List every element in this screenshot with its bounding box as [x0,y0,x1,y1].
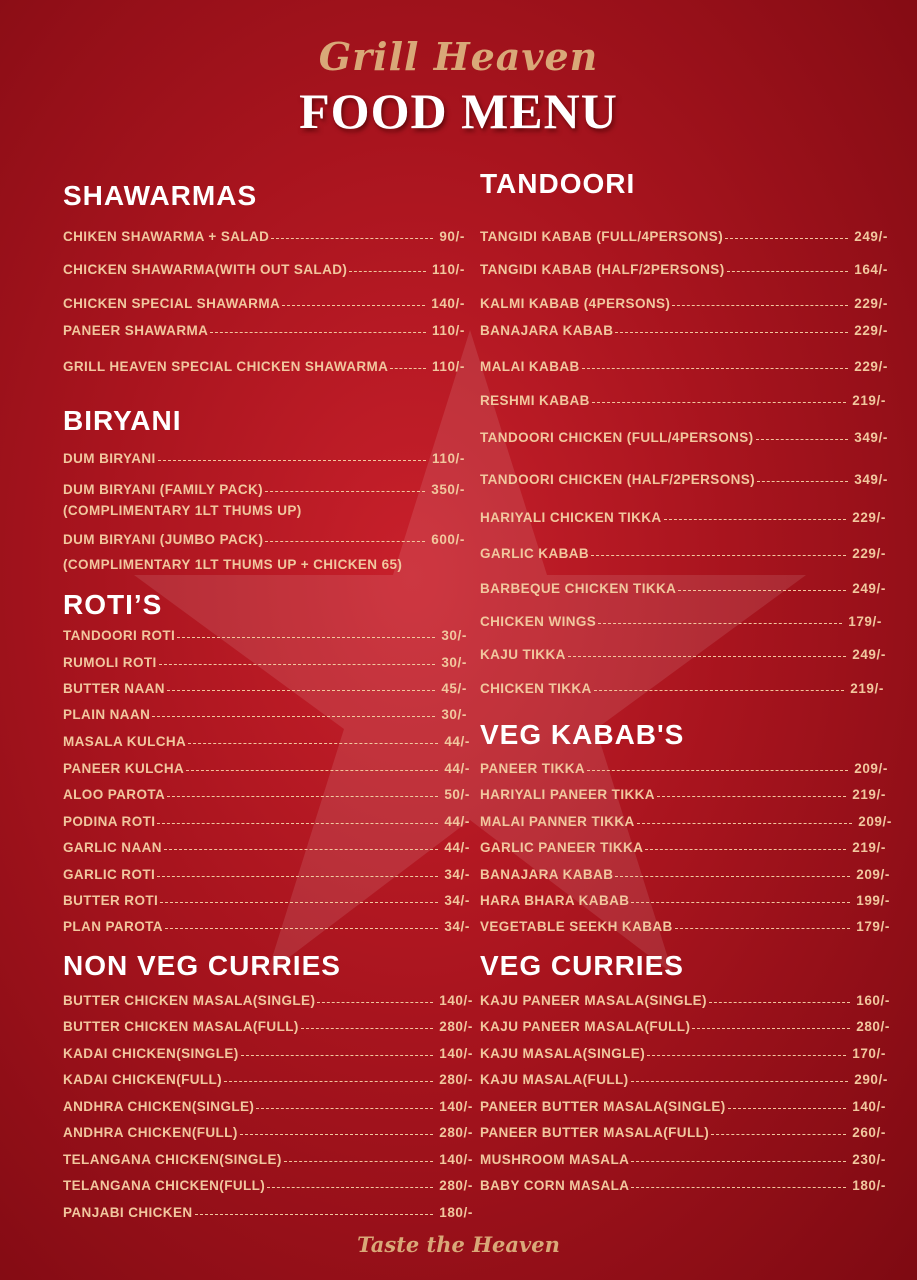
item-name: CHIKEN SHAWARMA + SALAD [63,229,270,244]
item-name: TELANGANA CHICKEN(SINGLE) [63,1152,282,1167]
item-price: 45/- [441,681,467,696]
menu-item [63,919,470,937]
menu-item [63,229,465,247]
menu-item [480,581,886,599]
leader-dots [267,1187,433,1188]
menu-item [63,814,470,832]
item-price: 44/- [444,840,470,855]
menu-item [63,993,473,1011]
menu-item [480,787,886,805]
item-price: 179/- [856,919,890,934]
leader-dots [164,849,438,850]
menu-item [63,532,465,550]
menu-item [63,867,470,885]
item-price: 280/- [439,1019,473,1034]
item-name: PANEER BUTTER MASALA(FULL) [480,1125,710,1140]
leader-dots [240,1134,433,1135]
menu-item [480,761,888,779]
item-name: TANDOORI CHICKEN (FULL/4PERSONS) [480,430,754,445]
item-name: BANAJARA KABAB [480,867,614,882]
item-price: 219/- [852,840,886,855]
leader-dots [177,637,435,638]
item-name: KAJU MASALA(SINGLE) [480,1046,646,1061]
item-price: 170/- [852,1046,886,1061]
menu-item [63,1072,473,1090]
leader-dots [615,876,850,877]
item-price: 229/- [852,510,886,525]
item-price: 34/- [444,919,470,934]
item-name: MALAI PANNER TIKKA [480,814,635,829]
leader-dots [709,1002,850,1003]
leader-dots [167,796,438,797]
leader-dots [672,305,848,306]
menu-item [480,919,890,937]
leader-dots [675,928,851,929]
item-name: PANEER KULCHA [63,761,185,776]
item-name: MASALA KULCHA [63,734,187,749]
leader-dots [631,1081,849,1082]
item-name: HARIYALI CHICKEN TIKKA [480,510,662,525]
item-name: RESHMI KABAB [480,393,590,408]
item-name: KAJU PANEER MASALA(FULL) [480,1019,691,1034]
leader-dots [637,823,853,824]
item-price: 34/- [444,867,470,882]
menu-item [63,1019,473,1037]
menu-item [63,734,470,752]
menu-item [63,1099,473,1117]
item-price: 349/- [854,430,888,445]
item-price: 199/- [856,893,890,908]
section-title-non-veg-curries: NON VEG CURRIES [63,950,341,981]
leader-dots [349,271,426,272]
menu-item [480,472,888,490]
leader-dots [568,656,846,657]
item-name: BARBEQUE CHICKEN TIKKA [480,581,677,596]
menu-item [480,430,888,448]
leader-dots [678,590,846,591]
leader-dots [727,271,849,272]
item-price: 110/- [431,451,465,466]
leader-dots [591,555,846,556]
menu-item [63,1152,473,1170]
menu-item [480,393,886,411]
leader-dots [631,902,850,903]
leader-dots [152,716,435,717]
item-price: 110/- [431,359,465,374]
item-name: TANGIDI KABAB (FULL/4PERSONS) [480,229,724,244]
item-price: 349/- [854,472,888,487]
menu-item [480,681,884,699]
leader-dots [692,1028,850,1029]
item-name: KADAI CHICKEN(SINGLE) [63,1046,239,1061]
item-name: TANDOORI ROTI [63,628,176,643]
menu-item [63,451,465,469]
section-title-shawarmas: SHAWARMAS [63,180,258,211]
section-title-rotis: ROTI’S [63,589,163,620]
item-name: BANAJARA KABAB [480,323,614,338]
menu-item [480,510,886,528]
leader-dots [725,238,848,239]
item-price: 249/- [854,229,888,244]
leader-dots [657,796,846,797]
leader-dots [282,305,425,306]
item-name: DUM BIRYANI (JUMBO PACK) [63,532,264,547]
item-price: 180/- [439,1205,473,1220]
leader-dots [664,519,847,520]
item-price: 180/- [852,1178,886,1193]
leader-dots [582,368,849,369]
item-price: 140/- [439,1152,473,1167]
item-price: 600/- [431,532,465,547]
item-name: VEGETABLE SEEKH KABAB [480,919,673,934]
item-price: 260/- [852,1125,886,1140]
leader-dots [160,902,438,903]
menu-item [480,1019,890,1037]
item-name: PLAN PAROTA [63,919,163,934]
item-name: GARLIC PANEER TIKKA [480,840,644,855]
leader-dots [594,690,845,691]
menu-item [63,707,467,725]
item-price: 179/- [848,614,882,629]
brand-name: Grill Heaven [318,34,599,79]
item-price: 140/- [852,1099,886,1114]
menu-item [63,262,465,280]
item-name: CHICKEN TIKKA [480,681,592,696]
leader-dots [271,238,433,239]
item-price: 219/- [850,681,884,696]
item-name: HARA BHARA KABAB [480,893,630,908]
leader-dots [256,1108,433,1109]
item-name: KALMI KABAB (4PERSONS) [480,296,671,311]
item-price: 44/- [444,814,470,829]
leader-dots [265,541,425,542]
item-price: 280/- [439,1125,473,1140]
item-name: TANDOORI CHICKEN (HALF/2PERSONS) [480,472,756,487]
item-name: GARLIC KABAB [480,546,590,561]
leader-dots [631,1187,846,1188]
item-name: CHICKEN SHAWARMA(WITH OUT SALAD) [63,262,348,277]
menu-item [480,359,888,377]
menu-item [480,840,886,858]
item-price: 34/- [444,893,470,908]
item-price: 280/- [439,1072,473,1087]
item-price: 219/- [852,787,886,802]
item-price: 209/- [856,867,890,882]
leader-dots [301,1028,433,1029]
item-price: 110/- [431,262,465,277]
menu-item [480,1099,886,1117]
menu-item [63,893,470,911]
item-price: 350/- [431,482,465,497]
menu-item [480,893,890,911]
item-price: 140/- [439,993,473,1008]
leader-dots [167,690,435,691]
menu-item [63,628,467,646]
leader-dots [592,402,846,403]
menu-item [63,840,470,858]
menu-item [480,1125,886,1143]
leader-dots [188,743,438,744]
menu-item [480,1152,886,1170]
item-price: 90/- [439,229,465,244]
leader-dots [711,1134,846,1135]
item-name: KAJU PANEER MASALA(SINGLE) [480,993,707,1008]
item-price: 30/- [441,628,467,643]
item-name: TELANGANA CHICKEN(FULL) [63,1178,266,1193]
menu-item [63,655,467,673]
item-name: TANGIDI KABAB (HALF/2PERSONS) [480,262,725,277]
menu-item [480,229,888,247]
item-price: 230/- [852,1152,886,1167]
item-name: DUM BIRYANI [63,451,156,466]
leader-dots [756,439,849,440]
item-name: PANEER BUTTER MASALA(SINGLE) [480,1099,726,1114]
leader-dots [195,1214,434,1215]
leader-dots [631,1161,846,1162]
item-name: GARLIC NAAN [63,840,162,855]
leader-dots [728,1108,847,1109]
item-name: BUTTER ROTI [63,893,159,908]
section-title-veg-curries: VEG CURRIES [480,950,684,981]
item-name: PLAIN NAAN [63,707,151,722]
menu-item [63,323,465,341]
leader-dots [210,332,426,333]
menu-item [63,1205,473,1223]
leader-dots [157,823,438,824]
leader-dots [645,849,846,850]
item-price: 140/- [439,1099,473,1114]
item-name: KAJU TIKKA [480,647,566,662]
item-note: (COMPLIMENTARY 1LT THUMS UP + CHICKEN 65) [63,557,403,572]
leader-dots [265,491,425,492]
section-title-tandoori: TANDOORI [480,168,636,199]
item-price: 280/- [439,1178,473,1193]
menu-item [63,761,470,779]
item-name: CHICKEN SPECIAL SHAWARMA [63,296,281,311]
item-price: 209/- [854,761,888,776]
item-price: 110/- [431,323,465,338]
item-name: ANDHRA CHICKEN(FULL) [63,1125,238,1140]
page-title: FOOD MENU [299,83,618,139]
leader-dots [224,1081,433,1082]
leader-dots [157,876,438,877]
item-name: GRILL HEAVEN SPECIAL CHICKEN SHAWARMA [63,359,389,374]
leader-dots [165,928,438,929]
item-name: PANJABI CHICKEN [63,1205,193,1220]
item-name: GARLIC ROTI [63,867,156,882]
section-title-veg-kababs: VEG KABAB'S [480,719,685,750]
item-price: 229/- [852,546,886,561]
leader-dots [757,481,848,482]
menu-item [480,647,886,665]
item-price: 140/- [439,1046,473,1061]
menu-item [480,614,882,632]
item-price: 160/- [856,993,890,1008]
menu-item [63,296,465,314]
item-price: 290/- [854,1072,888,1087]
leader-dots [159,664,436,665]
item-price: 30/- [441,655,467,670]
footer-tagline: Taste the Heaven [357,1232,560,1257]
item-name: PANEER TIKKA [480,761,586,776]
item-name: KAJU MASALA(FULL) [480,1072,629,1087]
menu-item [63,482,465,500]
item-name: BABY CORN MASALA [480,1178,630,1193]
item-price: 209/- [858,814,892,829]
item-name: BUTTER CHICKEN MASALA(FULL) [63,1019,299,1034]
leader-dots [587,770,848,771]
menu-item [63,1046,473,1064]
item-price: 140/- [431,296,465,311]
leader-dots [615,332,848,333]
leader-dots [158,460,426,461]
item-name: DUM BIRYANI (FAMILY PACK) [63,482,264,497]
leader-dots [390,368,426,369]
leader-dots [598,623,842,624]
item-price: 280/- [856,1019,890,1034]
item-price: 219/- [852,393,886,408]
item-name: PODINA ROTI [63,814,156,829]
menu-item [63,1125,473,1143]
item-price: 30/- [441,707,467,722]
item-name: MALAI KABAB [480,359,580,374]
item-price: 164/- [854,262,888,277]
menu-item [480,1178,886,1196]
item-name: RUMOLI ROTI [63,655,157,670]
menu-item [480,546,886,564]
item-price: 249/- [852,647,886,662]
item-name: PANEER SHAWARMA [63,323,209,338]
menu-item [63,1178,473,1196]
menu-item [480,993,890,1011]
item-name: KADAI CHICKEN(FULL) [63,1072,223,1087]
leader-dots [317,1002,433,1003]
item-price: 44/- [444,761,470,776]
leader-dots [284,1161,433,1162]
menu-item [480,1072,888,1090]
menu-item [480,323,888,341]
menu-item [480,296,888,314]
item-price: 50/- [444,787,470,802]
menu-item [480,262,888,280]
item-price: 229/- [854,323,888,338]
leader-dots [241,1055,434,1056]
menu-item [480,867,890,885]
item-price: 229/- [854,359,888,374]
section-title-biryani: BIRYANI [63,405,182,436]
item-price: 229/- [854,296,888,311]
menu-item [63,681,467,699]
item-price: 249/- [852,581,886,596]
menu-item [63,787,470,805]
leader-dots [186,770,438,771]
item-name: ALOO PAROTA [63,787,166,802]
menu-item [480,814,892,832]
menu-item [480,1046,886,1064]
menu-item [63,359,465,377]
item-name: BUTTER CHICKEN MASALA(SINGLE) [63,993,316,1008]
item-note: (COMPLIMENTARY 1LT THUMS UP) [63,503,302,518]
item-name: BUTTER NAAN [63,681,165,696]
item-price: 44/- [444,734,470,749]
item-name: MUSHROOM MASALA [480,1152,630,1167]
item-name: HARIYALI PANEER TIKKA [480,787,655,802]
leader-dots [647,1055,846,1056]
item-name: CHICKEN WINGS [480,614,597,629]
item-name: ANDHRA CHICKEN(SINGLE) [63,1099,255,1114]
